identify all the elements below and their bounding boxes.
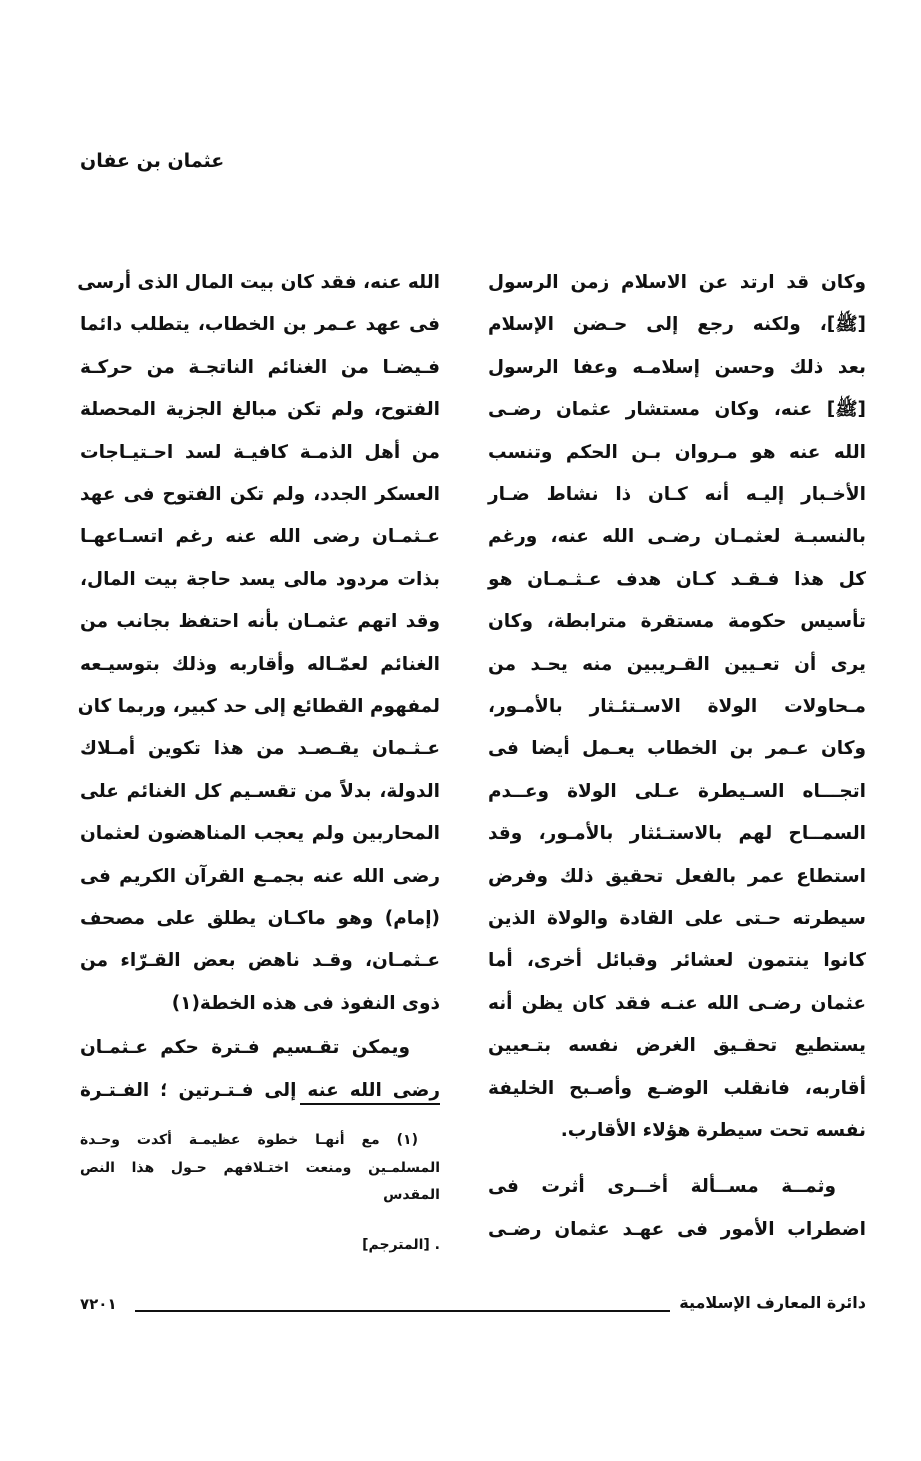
text-line: وكان عـمر بن الخطاب يعـمل أيضا فى	[488, 738, 866, 760]
text-line: [ﷺ] عنه، وكان مستشار عثمان رضـى	[488, 399, 866, 421]
text-line: عثمان رضـى الله عنـه فقد كان يظن أنه	[488, 992, 866, 1014]
text-line: اضطراب الأمور فى عهـد عثمان رضـى	[488, 1218, 866, 1240]
text-line: الدولة، بدلاً من تقسـيم كل الغنائم على	[80, 780, 440, 802]
text-line: مـحاولات الولاة الاسـتئـثار بالأمـور،	[488, 696, 866, 717]
text-line: [ﷺ]، ولكنه رجع إلى حـضن الإسلام	[488, 314, 866, 336]
text-line: فـيضـا من الغنائم الناتجـة من حركـة	[80, 356, 440, 378]
text-line: كل هذا فـقـد كـان هدف عـثـمـان هو	[488, 568, 866, 590]
text-line: عـثمـان رضى الله عنه رغم اتسـاعهـا	[80, 526, 440, 548]
text-line: الله عنه هو مـروان بـن الحكم وتنسب	[488, 441, 866, 463]
text-line: ويمكن تقـسيم فـترة حكم عـثمـان	[80, 1037, 410, 1059]
text-line: أقاربه، فانقلب الوضـع وأصـبح الخليفة	[488, 1077, 866, 1099]
footnote-divider	[300, 1103, 440, 1105]
text-line: يستطيع تحقـيق الغرض نفسه بتـعيين	[488, 1035, 866, 1057]
text-line: رضى الله عنه إلى فـتـرتين ؛ الفـتـرة	[80, 1079, 440, 1101]
footnote-line: المقدس	[383, 1187, 440, 1203]
text-line: سيطرته حـتى على القادة والولاة الذين	[488, 908, 866, 929]
footnote-line: المسلمـين ومنعت اختـلافهم حـول هذا النص	[80, 1160, 440, 1176]
text-line: (إمام) وهو ماكـان يطلق على مصحف	[80, 908, 440, 929]
text-line: وكان قد ارتد عن الاسلام زمن الرسول	[488, 272, 866, 293]
text-line: من أهل الذمـة كافيـة لسد احـتيـاجات	[80, 441, 440, 463]
footnote-attribution: . [المترجم]	[362, 1237, 440, 1253]
text-line: استطاع عمر بالفعل تحقيق ذلك وفرض	[488, 865, 866, 887]
text-line: الفتوح، ولم تكن مبالغ الجزية المحصلة	[80, 399, 440, 421]
text-line: تأسيس حكومة مستقرة مترابطة، وكان	[488, 611, 866, 633]
right-column	[488, 0, 866, 1461]
text-line: المحاربين ولم يعجب المناهضون لعثمان	[80, 823, 440, 845]
text-line: الأخـبار إليـه أنه كـان ذا نشاط ضـار	[488, 484, 866, 505]
text-line: لمفهوم القطائع إلى حد كبير، وربما كان	[77, 696, 440, 717]
text-line: عـثمـان، وقـد ناهض بعض القـرّاء من	[80, 950, 440, 972]
text-line: يرى أن تعـيين القـريبين منه يحـد من	[488, 653, 866, 675]
text-line: الله عنه، فقد كان بيت المال الذى أرسى	[77, 272, 440, 293]
text-line: بالنسبـة لعثمـان رضـى الله عنه، ورغم	[488, 526, 866, 548]
text-line: الغنائم لعمّـاله وأقاربه وذلك بتوسيـعه	[80, 653, 440, 675]
text-line: نفسه تحت سيطرة هؤلاء الأقارب.	[560, 1120, 866, 1141]
text-line: وقد اتهم عثمـان بأنه احتفظ بجانب من	[80, 611, 440, 633]
text-line: ذوى النفوذ فى هذه الخطة(١)	[171, 992, 440, 1014]
footnote-line: (١) مع أنهـا خطوة عظيمـة أكدت وحـدة	[80, 1132, 418, 1148]
running-title: عثمان بن عفان	[80, 150, 225, 172]
text-line: فى عهد عـمر بن الخطاب، يتطلب دائما	[80, 314, 440, 336]
footer-divider	[135, 1310, 670, 1312]
text-line: عـثـمان يقـصـد من هذا تكوين أمـلاك	[80, 738, 440, 760]
text-line: كانوا ينتمون لعشائر وقبائل أخرى، أما	[488, 950, 866, 972]
text-line: بذات مردود مالى يسد حاجة بيت المال،	[80, 568, 440, 590]
text-line: العسكر الجدد، ولم تكن الفتوح فى عهد	[80, 484, 440, 505]
text-line: السمــاح لهم بالاستـئثار بالأمـور، وقد	[488, 823, 866, 845]
footer-publication: دائرة المعارف الإسلامية	[679, 1293, 866, 1312]
text-line: رضى الله عنه بجمـع القرآن الكريم فى	[80, 865, 440, 887]
page-number: ٧٢٠١	[80, 1295, 117, 1313]
text-line: اتجـــاه السـيطرة عـلى الولاة وعــدم	[488, 780, 866, 802]
text-line: بعد ذلك وحسن إسلامـه وعفا الرسول	[488, 356, 866, 378]
text-line: وثمــة مســألة أخــرى أثرت فى	[488, 1176, 836, 1198]
